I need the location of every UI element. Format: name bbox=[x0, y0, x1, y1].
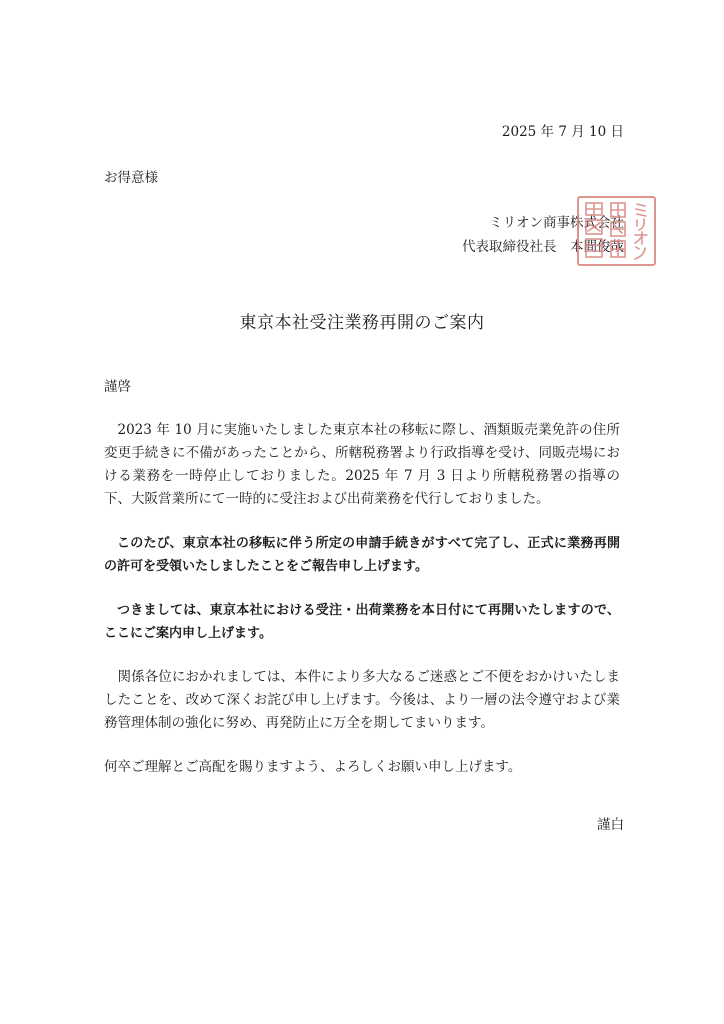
body-paragraph-5: 何卒ご理解とご高配を賜りますよう、よろしくお願い申し上げます。 bbox=[104, 759, 522, 775]
closing-salutation: 謹白 bbox=[597, 817, 624, 833]
body-paragraph-2: このたび、東京本社の移転に伴う所定の申請手続きがすべて完了し、正式に業務再開の許可を受領いたしましたことをご報告申し上げます。 bbox=[104, 536, 620, 574]
body-paragraph-3: つきましては、東京本社における受注・出荷業務を本日付にて再開いたしますので、ここにご案内申し上げます。 bbox=[104, 603, 620, 641]
letter-date: 2025 年 7 月 10 日 bbox=[501, 124, 624, 140]
company-seal-stamp bbox=[577, 196, 656, 266]
seal-glyphs bbox=[579, 198, 654, 264]
recipient: お得意様 bbox=[104, 170, 158, 186]
body-paragraph-4: 関係各位におかれましては、本件により多大なるご迷惑とご不便をおかけいたしましたことを、改めて深くお詫び申し上げます。今後は、より一層の法令遵守および業務管理体制の強化に努め、再発防止に万全を期してまいります。 bbox=[104, 669, 620, 731]
opening-salutation: 謹啓 bbox=[104, 379, 131, 395]
document-title: 東京本社受注業務再開のご案内 bbox=[239, 313, 485, 333]
letter-body bbox=[104, 419, 620, 800]
body-paragraph-1: 2023 年 10 月に実施いたしました東京本社の移転に際し、酒類販売業免許の住所変更手続きに不備があったことから、所轄税務署より行政指導を受け、同販売場における業務を一時停止しておりました。2025 年 7 月 3 日より所轄税務署の指導の下、大阪営業所にて一時的に受注および出荷業務を代行しておりました。 bbox=[104, 422, 620, 507]
sender-company: ミリオン商事株式会社 bbox=[489, 215, 624, 231]
sender-representative: 代表取締役社長 本間俊哉 bbox=[462, 239, 624, 255]
